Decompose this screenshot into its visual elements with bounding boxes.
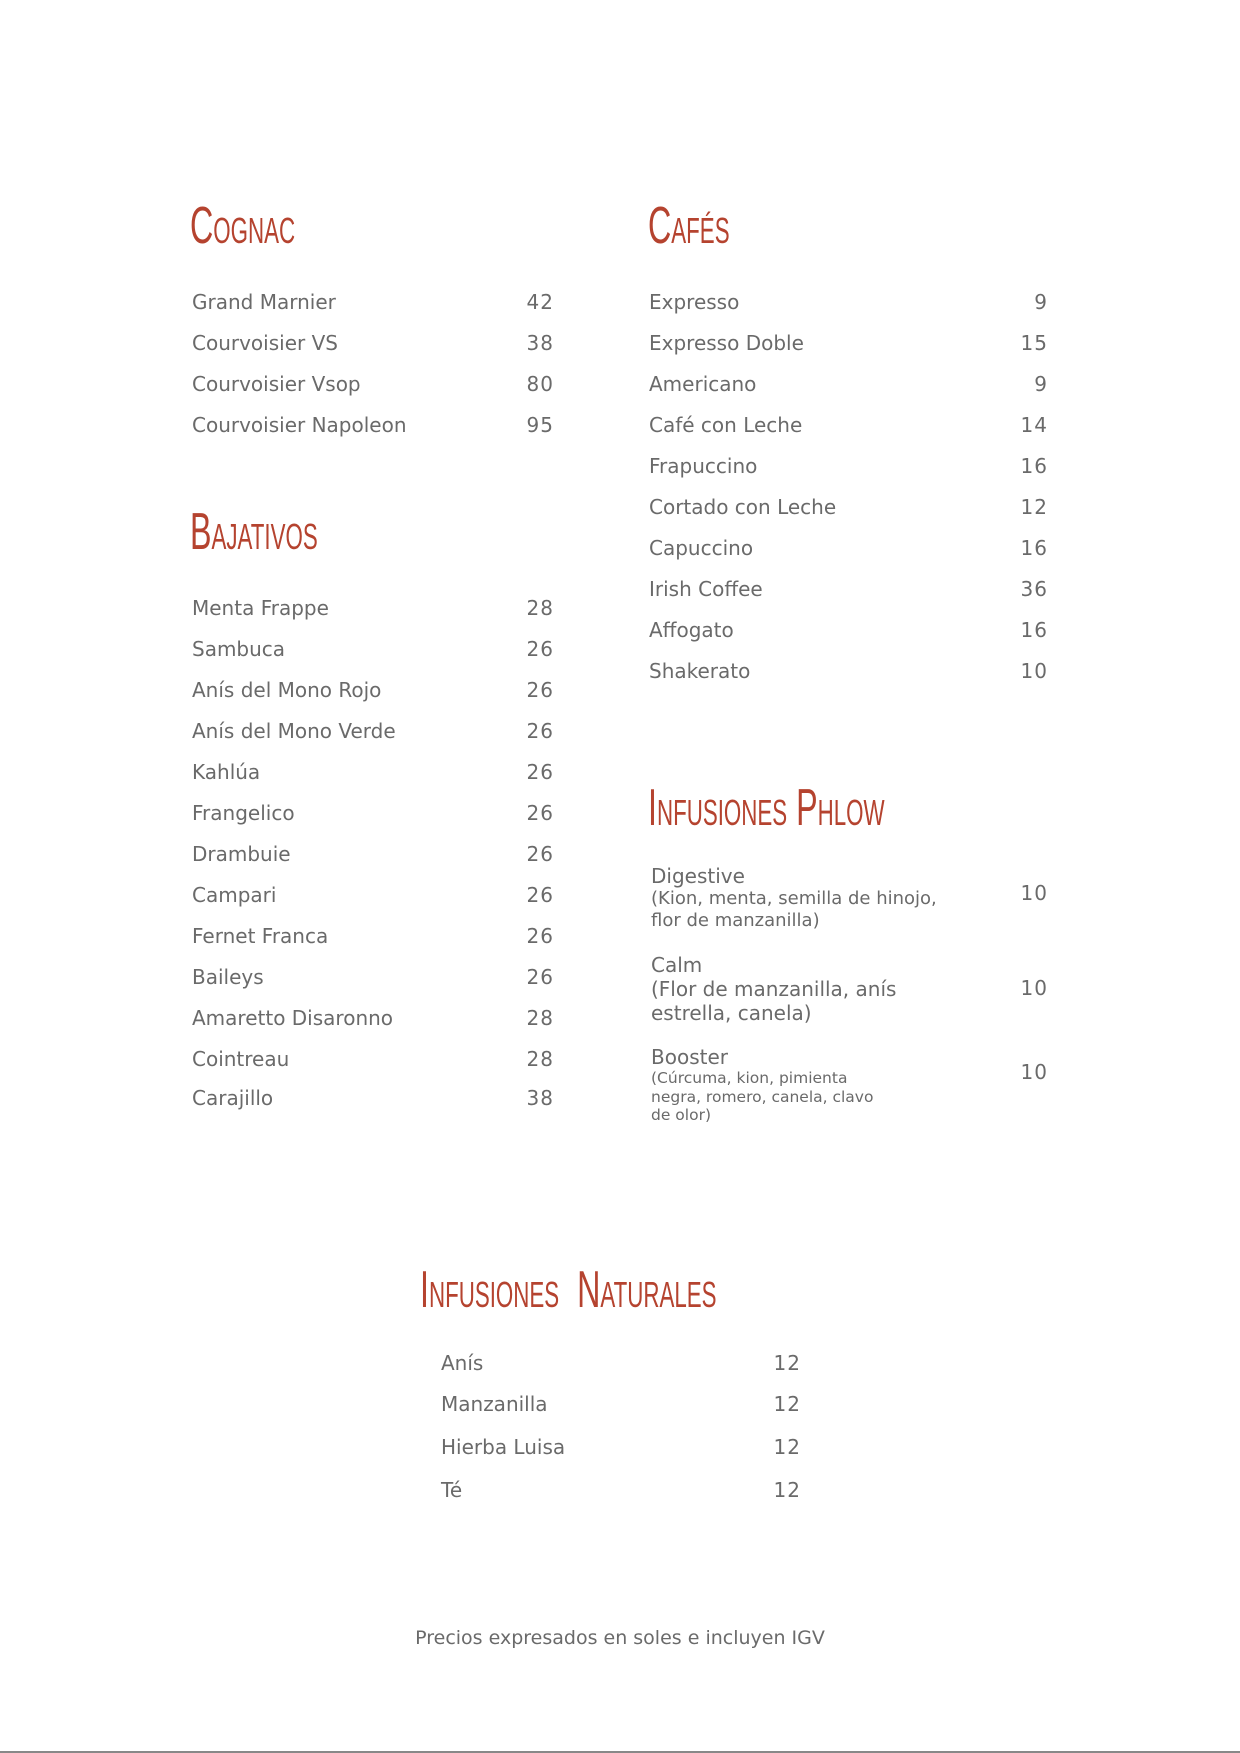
menu-item [649, 287, 1048, 317]
menu-item [441, 1432, 801, 1462]
item-price: 16 [1020, 618, 1048, 642]
item-price: 10 [1020, 1060, 1048, 1084]
item-price: 9 [1034, 372, 1048, 396]
menu-item [192, 287, 554, 317]
item-name: Calm [651, 953, 703, 977]
menu-item [649, 656, 1048, 686]
menu-item [651, 864, 1048, 932]
item-description: (Cúrcuma, kion, pimienta [651, 1069, 848, 1087]
item-price: 80 [526, 372, 554, 396]
item-name: Courvoisier Napoleon [192, 413, 407, 437]
item-description: de olor) [651, 1106, 711, 1124]
item-price: 26 [526, 842, 554, 866]
item-price: 38 [526, 1086, 554, 1110]
item-name: Expresso [649, 290, 740, 314]
item-price: 36 [1020, 577, 1048, 601]
item-price: 12 [773, 1478, 801, 1502]
item-name: Expresso Doble [649, 331, 804, 355]
item-name: Courvoisier Vsop [192, 372, 361, 396]
section-title-cafes: Cafés [648, 197, 730, 255]
item-name: Anís del Mono Verde [192, 719, 396, 743]
menu-item [192, 675, 554, 705]
item-price: 10 [1020, 881, 1048, 905]
item-price: 95 [526, 413, 554, 437]
item-price: 16 [1020, 454, 1048, 478]
item-price: 26 [526, 801, 554, 825]
menu-item [649, 574, 1048, 604]
menu-item [192, 839, 554, 869]
item-price: 26 [526, 637, 554, 661]
item-price: 28 [526, 596, 554, 620]
item-name: Carajillo [192, 1086, 274, 1110]
item-name: Sambuca [192, 637, 286, 661]
item-price: 12 [773, 1351, 801, 1375]
item-name: Capuccino [649, 536, 754, 560]
item-name: Café con Leche [649, 413, 803, 437]
item-name: Manzanilla [441, 1392, 548, 1416]
item-price: 38 [526, 331, 554, 355]
item-price: 26 [526, 883, 554, 907]
menu-item [192, 1083, 554, 1113]
item-price: 12 [773, 1392, 801, 1416]
item-price: 12 [773, 1435, 801, 1459]
item-name: Menta Frappe [192, 596, 329, 620]
item-price: 26 [526, 719, 554, 743]
menu-item [649, 615, 1048, 645]
item-price: 12 [1020, 495, 1048, 519]
item-description: flor de manzanilla) [651, 910, 820, 931]
item-name: Té [441, 1478, 463, 1502]
section-title-infusiones-naturales: Infusiones Naturales [420, 1261, 717, 1319]
item-price: 9 [1034, 290, 1048, 314]
menu-item [192, 1044, 554, 1074]
item-description: (Flor de manzanilla, anís [651, 977, 897, 1001]
item-name: Anís [441, 1351, 484, 1375]
menu-item [192, 593, 554, 623]
item-name: Cortado con Leche [649, 495, 837, 519]
section-title-infusiones-phlow: Infusiones Phlow [648, 779, 885, 837]
menu-item [441, 1475, 801, 1505]
item-name: Campari [192, 883, 277, 907]
menu-item [192, 328, 554, 358]
item-description: negra, romero, canela, clavo [651, 1088, 874, 1106]
item-name: Booster [651, 1045, 728, 1069]
menu-item [192, 369, 554, 399]
item-price: 15 [1020, 331, 1048, 355]
item-description: (Kion, menta, semilla de hinojo, [651, 888, 937, 909]
item-name: Anís del Mono Rojo [192, 678, 382, 702]
item-name: Frangelico [192, 801, 295, 825]
menu-item [649, 369, 1048, 399]
menu-item [192, 921, 554, 951]
menu-item [192, 880, 554, 910]
item-name: Irish Coffee [649, 577, 763, 601]
item-name: Shakerato [649, 659, 751, 683]
menu-item [651, 953, 1048, 1025]
menu-item [441, 1389, 801, 1419]
menu-item [192, 962, 554, 992]
item-price: 16 [1020, 536, 1048, 560]
menu-item [649, 328, 1048, 358]
item-description: estrella, canela) [651, 1001, 812, 1025]
item-price: 26 [526, 965, 554, 989]
item-price: 10 [1020, 659, 1048, 683]
menu-item [441, 1348, 801, 1378]
item-name: Baileys [192, 965, 264, 989]
item-name: Affogato [649, 618, 734, 642]
item-price: 26 [526, 760, 554, 784]
item-name: Amaretto Disaronno [192, 1006, 394, 1030]
item-name: Americano [649, 372, 757, 396]
section-title-cognac: Cognac [190, 197, 296, 255]
item-name: Kahlúa [192, 760, 261, 784]
menu-item [649, 492, 1048, 522]
menu-item [649, 533, 1048, 563]
menu-item [192, 757, 554, 787]
menu-item [192, 716, 554, 746]
menu-item [192, 410, 554, 440]
menu-item [192, 798, 554, 828]
item-name: Grand Marnier [192, 290, 336, 314]
item-price: 26 [526, 678, 554, 702]
item-name: Courvoisier VS [192, 331, 338, 355]
section-title-bajativos: Bajativos [190, 503, 318, 561]
item-name: Frapuccino [649, 454, 758, 478]
item-price: 26 [526, 924, 554, 948]
item-price: 14 [1020, 413, 1048, 437]
item-name: Drambuie [192, 842, 291, 866]
footer-note: Precios expresados en soles e incluyen IGV [415, 1627, 825, 1649]
item-price: 28 [526, 1047, 554, 1071]
item-name: Digestive [651, 864, 745, 888]
menu-item [192, 1003, 554, 1033]
item-price: 28 [526, 1006, 554, 1030]
item-price: 10 [1020, 976, 1048, 1000]
item-name: Hierba Luisa [441, 1435, 566, 1459]
menu-item [192, 634, 554, 664]
menu-item [649, 410, 1048, 440]
item-name: Cointreau [192, 1047, 290, 1071]
item-price: 42 [526, 290, 554, 314]
item-name: Fernet Franca [192, 924, 329, 948]
menu-item [651, 1045, 1048, 1123]
menu-item [649, 451, 1048, 481]
